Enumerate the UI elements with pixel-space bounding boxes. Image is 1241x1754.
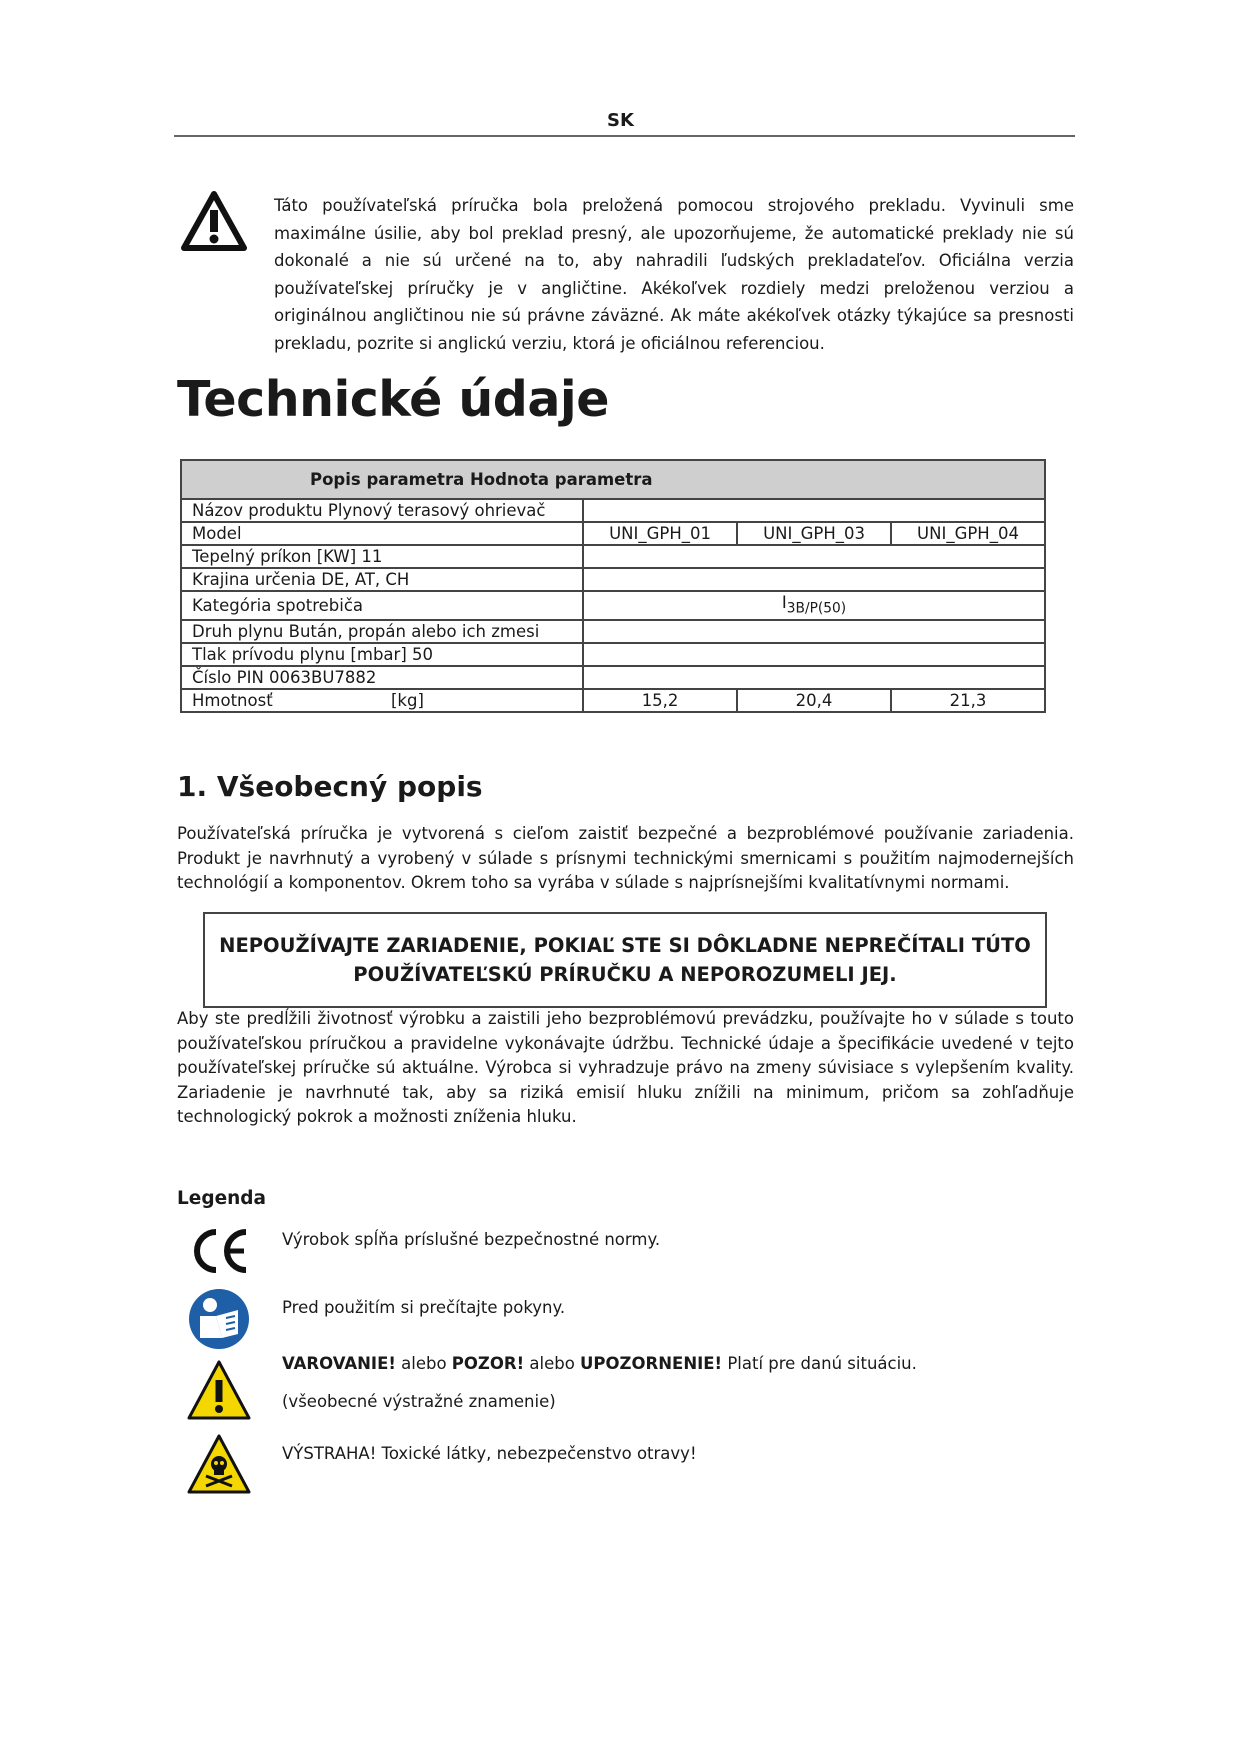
translation-disclaimer: Táto používateľská príručka bola preložená pomocou strojového prekladu. Vyvinuli sme maximálne úsilie, aby bol preklad presný, ale upozorňujeme, že automatické preklady nie sú dokonalé a nie sú určené na to, aby nahradili ľudských prekladateľov. Oficiálna verzia používateľskej príručky je v angličtine. Akékoľvek rozdiely medzi preloženou verziou a originálnou angličtinou nie sú právne záväzné. Ak máte akékoľvek otázky týkajúce sa presnosti prekladu, pozrite si anglickú verziu, ktorá je oficiálnou referenciou. [274, 196, 1074, 353]
table-row [181, 499, 1045, 522]
weight-label: Hmotnosť [192, 691, 273, 711]
ce-mark-icon [186, 1218, 252, 1284]
table-row [181, 591, 1045, 620]
table-row [181, 666, 1045, 689]
model-value: UNI_GPH_04 [891, 522, 1045, 545]
language-code: SK [607, 110, 634, 131]
header-divider [174, 135, 1075, 137]
table-row [181, 689, 1045, 712]
table-row [181, 522, 1045, 545]
category-sub: 3B/P(50) [786, 600, 847, 617]
read-manual-icon [186, 1286, 252, 1352]
row-label: Druh plynu Bután, propán alebo ich zmesi [181, 620, 583, 643]
spec-table [180, 459, 1046, 713]
usage-paragraph: Aby ste predĺžili životnosť výrobku a zaistili jeho bezproblémovú prevádzku, používajte ho v súlade s touto používateľskou príručkou a pravidelne vykonávajte údržbu. Technické údaje a špecifikácie uvedené v tejto používateľskej príručke sú aktuálne. Výrobca si vyhradzuje právo na zmeny súvisiace s vylepšením kvality. Zariadenie je navrhnuté tak, aby sa riziká emisií hluku znížili na minimum, pričom sa zohľadňuje technologický pokrok a možnosti zníženia hluku. [177, 1009, 1074, 1127]
weight-unit: [kg] [391, 691, 424, 711]
table-row [181, 545, 1045, 568]
warning-subtext: (všeobecné výstražné znamenie) [282, 1392, 556, 1411]
table-row [181, 568, 1045, 591]
row-value [583, 545, 1045, 568]
warning-word: POZOR! [451, 1354, 525, 1373]
warning-word: UPOZORNENIE! [580, 1354, 723, 1373]
warning-triangle-icon [180, 190, 248, 252]
warning-connector: alebo [395, 1354, 452, 1373]
model-value: UNI_GPH_01 [583, 522, 737, 545]
general-warning-icon [186, 1358, 252, 1424]
row-value [583, 643, 1045, 666]
notice-line: NEPOUŽÍVAJTE ZARIADENIE, POKIAĽ STE SI DÔKLADNE NEPREČÍTALI TÚTO [219, 934, 1031, 957]
notice-line: POUŽÍVATEĽSKÚ PRÍRUČKU A NEPOROZUMELI JEJ. [353, 963, 897, 986]
row-label: Názov produktu Plynový terasový ohrievač [181, 499, 583, 522]
section-heading: 1. Všeobecný popis [177, 770, 483, 803]
warning-text [282, 1352, 917, 1376]
table-header: Popis parametra Hodnota parametra [181, 460, 1045, 499]
row-label: Kategória spotrebiča [181, 591, 583, 620]
warning-connector: alebo [524, 1354, 581, 1373]
page-title: Technické údaje [177, 371, 609, 428]
row-value [583, 666, 1045, 689]
notice-box [203, 912, 1047, 1008]
row-label: Tlak prívodu plynu [mbar] 50 [181, 643, 583, 666]
ce-text: Výrobok spĺňa príslušné bezpečnostné normy. [282, 1230, 661, 1249]
category-main: I [781, 593, 787, 612]
row-label: Model [181, 522, 583, 545]
row-value [583, 568, 1045, 591]
table-row [181, 620, 1045, 643]
table-row [181, 643, 1045, 666]
weight-value: 15,2 [583, 689, 737, 712]
intro-paragraph: Používateľská príručka je vytvorená s cieľom zaistiť bezpečné a bezproblémové používanie zariadenia. Produkt je navrhnutý a vyrobený v súlade s prísnymi technickými smernicami s použitím najmodernejších technológií a komponentov. Okrem toho sa vyrába v súlade s najprísnejšími kvalitatívnymi normami. [177, 824, 1074, 893]
row-value [583, 620, 1045, 643]
row-label [181, 689, 583, 712]
weight-value: 20,4 [737, 689, 891, 712]
row-label: Číslo PIN 0063BU7882 [181, 666, 583, 689]
legend-title: Legenda [177, 1188, 267, 1209]
weight-value: 21,3 [891, 689, 1045, 712]
row-label: Krajina určenia DE, AT, CH [181, 568, 583, 591]
warning-tail: Platí pre danú situáciu. [722, 1354, 917, 1373]
row-label: Tepelný príkon [KW] 11 [181, 545, 583, 568]
toxic-text: VÝSTRAHA! Toxické látky, nebezpečenstvo otravy! [282, 1444, 697, 1463]
warning-word: VAROVANIE! [282, 1354, 396, 1373]
manual-text: Pred použitím si prečítajte pokyny. [282, 1298, 566, 1317]
category-value [583, 591, 1045, 620]
toxic-warning-icon [186, 1432, 252, 1498]
model-value: UNI_GPH_03 [737, 522, 891, 545]
table-header-row [181, 460, 1045, 499]
row-value [583, 499, 1045, 522]
